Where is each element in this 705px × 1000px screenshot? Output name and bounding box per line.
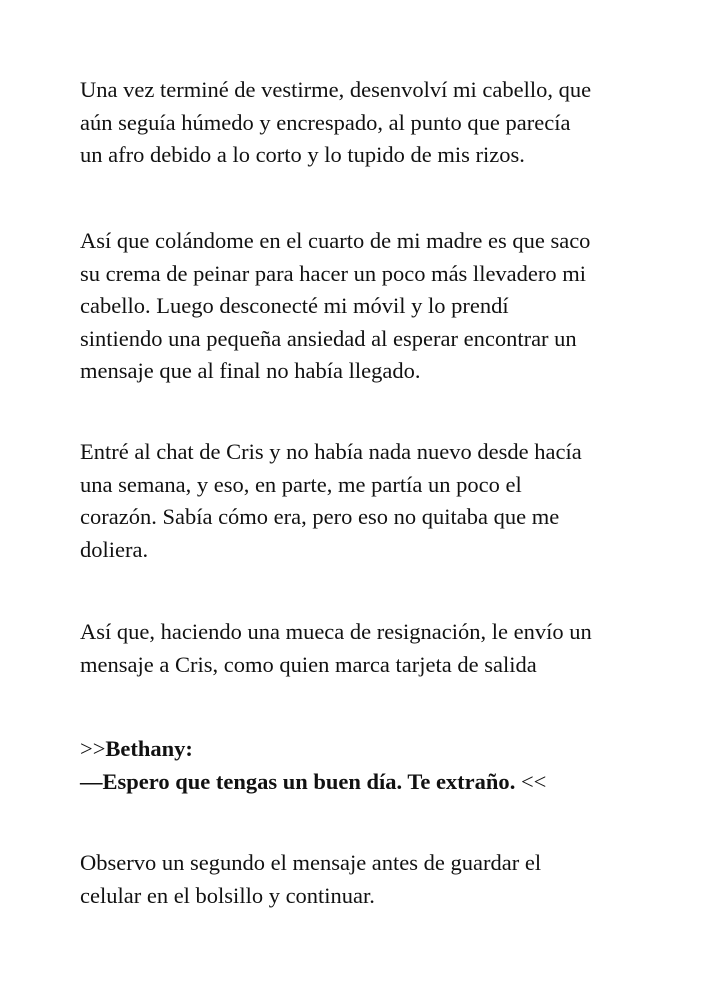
message-sender: Bethany:	[105, 736, 193, 761]
text-line: cabello. Luego desconecté mi móvil y lo prendí	[80, 293, 509, 318]
message-period: .	[509, 768, 516, 794]
paragraph-2	[80, 225, 660, 388]
text-line: un afro debido a lo corto y lo tupido de mis rizos.	[80, 142, 525, 167]
text-line: Entré al chat de Cris y no había nada nuevo desde hacía	[80, 439, 582, 464]
paragraph-1	[80, 74, 660, 172]
text-line: corazón. Sabía cómo era, pero eso no quitaba que me	[80, 504, 560, 529]
message-body-line	[80, 766, 660, 799]
chat-message-block	[80, 733, 660, 798]
message-body: —Espero que tengas un buen día. Te extraño	[80, 768, 510, 794]
text-line: celular en el bolsillo y continuar.	[80, 882, 375, 908]
message-header	[80, 733, 660, 766]
text-line: aún seguía húmedo y encrespado, al punto que parecía	[80, 109, 571, 135]
paragraph-4	[80, 616, 660, 681]
message-open-marker: >>	[80, 736, 106, 761]
closing-paragraph	[80, 847, 660, 912]
text-line: mensaje que al final no había llegado.	[80, 358, 421, 383]
text-line: Observo un segundo el mensaje antes de guardar el	[80, 850, 542, 875]
text-line: doliera.	[80, 536, 149, 562]
text-line: Una vez terminé de vestirme, desenvolví mi cabello, que	[80, 77, 592, 102]
message-close-marker: <<	[515, 768, 547, 794]
text-line: sintiendo una pequeña ansiedad al esperar encontrar un	[80, 325, 577, 351]
text-line: Así que, haciendo una mueca de resignación, le envío un	[80, 619, 592, 644]
paragraph-3	[80, 436, 660, 566]
text-line: su crema de peinar para hacer un poco más llevadero mi	[80, 260, 587, 286]
text-line: mensaje a Cris, como quien marca tarjeta de salida	[80, 651, 537, 677]
text-line: una semana, y eso, en parte, me partía un poco el	[80, 471, 522, 497]
text-line: Así que colándome en el cuarto de mi madre es que saco	[80, 228, 591, 253]
